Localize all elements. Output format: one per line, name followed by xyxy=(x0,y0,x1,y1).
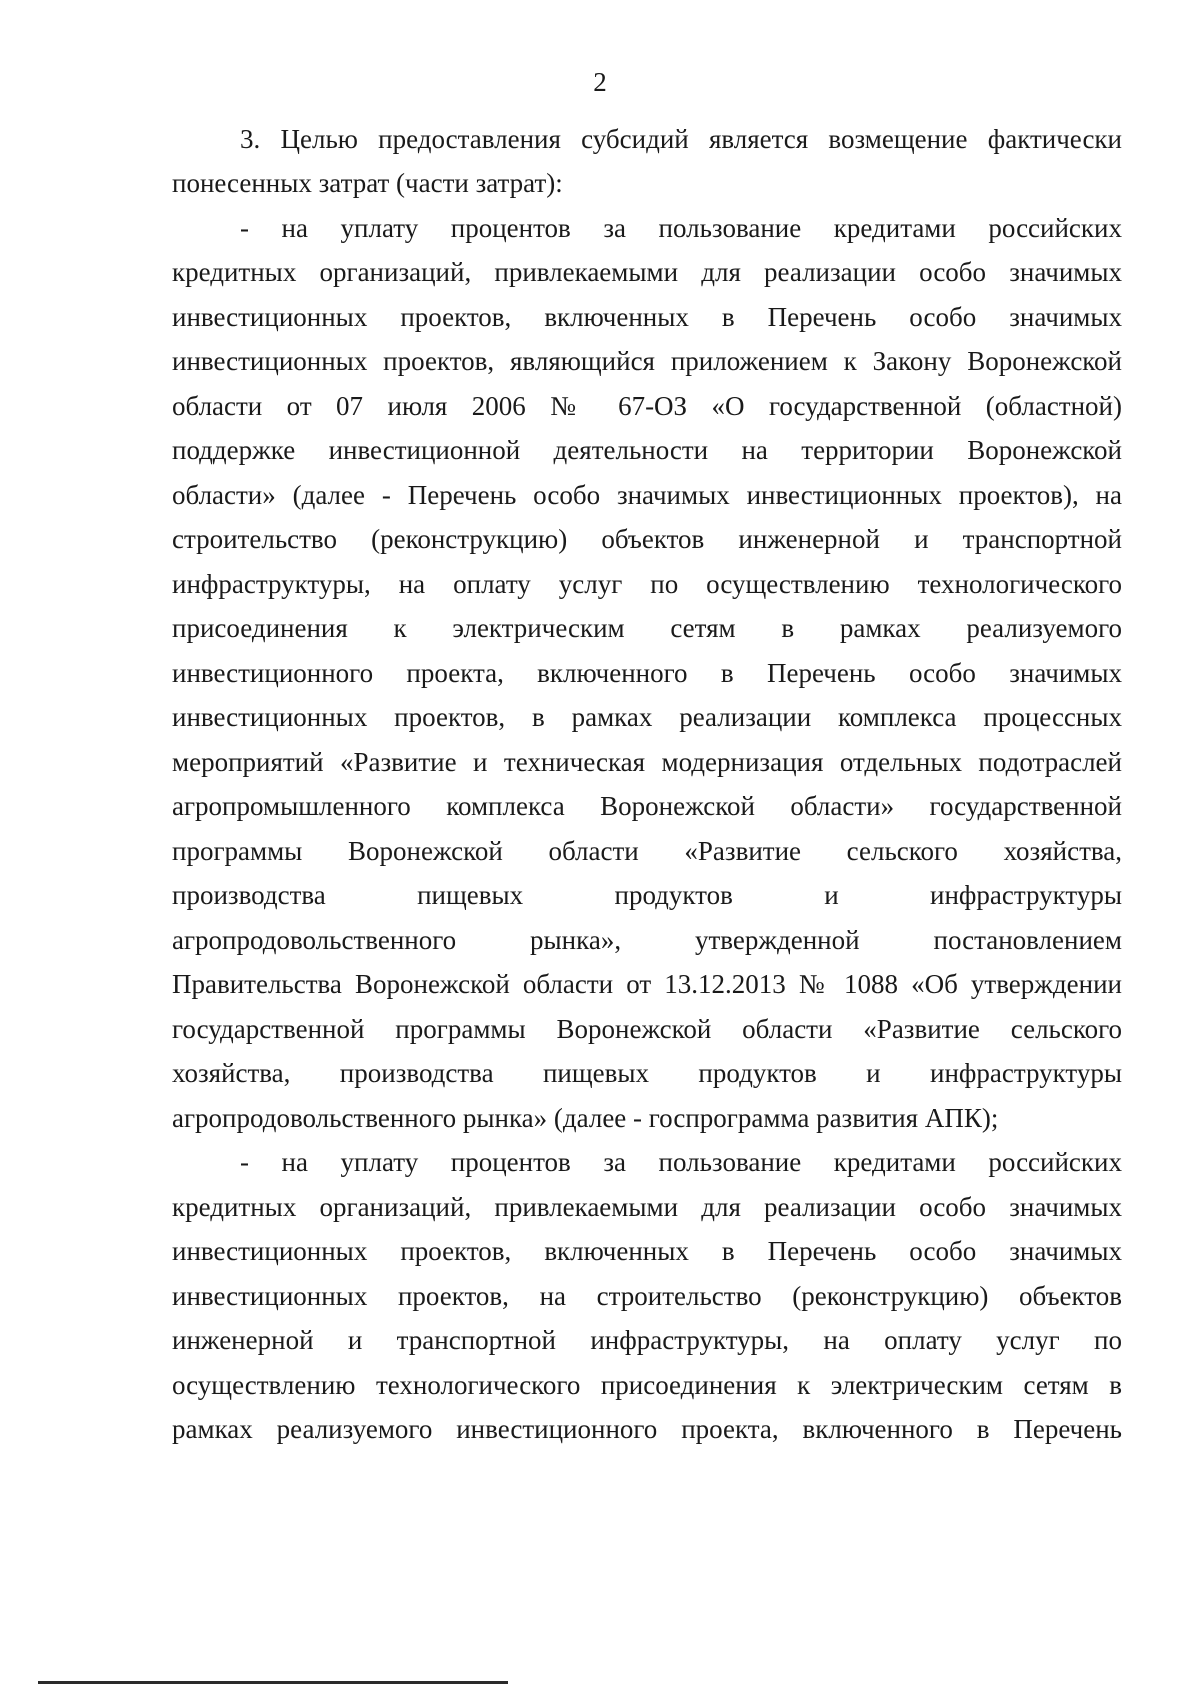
text-line: области» (далее - Перечень особо значимых инвестиционных проектов), на xyxy=(172,480,1122,510)
text-line: осуществлению технологического присоединения к электрическим сетям в xyxy=(172,1370,1122,1400)
scan-edge-line xyxy=(38,1681,508,1684)
text-line: - на уплату процентов за пользование кредитами российских xyxy=(240,1147,1122,1177)
text-line: кредитных организаций, привлекаемыми для реализации особо значимых xyxy=(172,257,1122,287)
page-number: 2 xyxy=(593,67,607,97)
text-line: мероприятий «Развитие и техническая модернизация отдельных подотраслей xyxy=(172,747,1122,777)
text-line: кредитных организаций, привлекаемыми для реализации особо значимых xyxy=(172,1192,1122,1222)
text-line: производства пищевых продуктов и инфраструктуры xyxy=(172,880,1122,910)
text-line: государственной программы Воронежской области «Развитие сельского xyxy=(172,1014,1122,1044)
text-line: строительство (реконструкцию) объектов инженерной и транспортной xyxy=(172,524,1122,554)
text-line: инвестиционных проектов, включенных в Перечень особо значимых xyxy=(172,1236,1122,1266)
text-line: области от 07 июля 2006 № 67-ОЗ «О государственной (областной) xyxy=(172,391,1122,421)
text-line: агропромышленного комплекса Воронежской области» государственной xyxy=(172,791,1122,821)
text-line: инвестиционных проектов, на строительство (реконструкцию) объектов xyxy=(172,1281,1122,1311)
text-line: - на уплату процентов за пользование кредитами российских xyxy=(240,213,1122,243)
text-line: инвестиционного проекта, включенного в Перечень особо значимых xyxy=(172,658,1122,688)
text-line: агропродовольственного рынка» (далее - госпрограмма развития АПК); xyxy=(172,1103,999,1133)
text-line: инженерной и транспортной инфраструктуры, на оплату услуг по xyxy=(172,1325,1122,1355)
text-line: инвестиционных проектов, являющийся приложением к Закону Воронежской xyxy=(172,346,1122,376)
text-line: инфраструктуры, на оплату услуг по осуществлению технологического xyxy=(172,569,1122,599)
text-line: агропродовольственного рынка», утвержденной постановлением xyxy=(172,925,1122,955)
text-line: поддержке инвестиционной деятельности на территории Воронежской xyxy=(172,435,1122,465)
text-line: хозяйства, производства пищевых продуктов и инфраструктуры xyxy=(172,1058,1122,1088)
text-line: программы Воронежской области «Развитие сельского хозяйства, xyxy=(172,836,1122,866)
text-line: Правительства Воронежской области от 13.12.2013 № 1088 «Об утверждении xyxy=(172,969,1122,999)
text-line: присоединения к электрическим сетям в рамках реализуемого xyxy=(172,613,1122,643)
text-line: рамках реализуемого инвестиционного проекта, включенного в Перечень xyxy=(172,1414,1122,1444)
text-line: 3. Целью предоставления субсидий является возмещение фактически xyxy=(240,124,1122,154)
text-line: понесенных затрат (части затрат): xyxy=(172,168,563,198)
text-line: инвестиционных проектов, в рамках реализации комплекса процессных xyxy=(172,702,1122,732)
text-line: инвестиционных проектов, включенных в Перечень особо значимых xyxy=(172,302,1122,332)
